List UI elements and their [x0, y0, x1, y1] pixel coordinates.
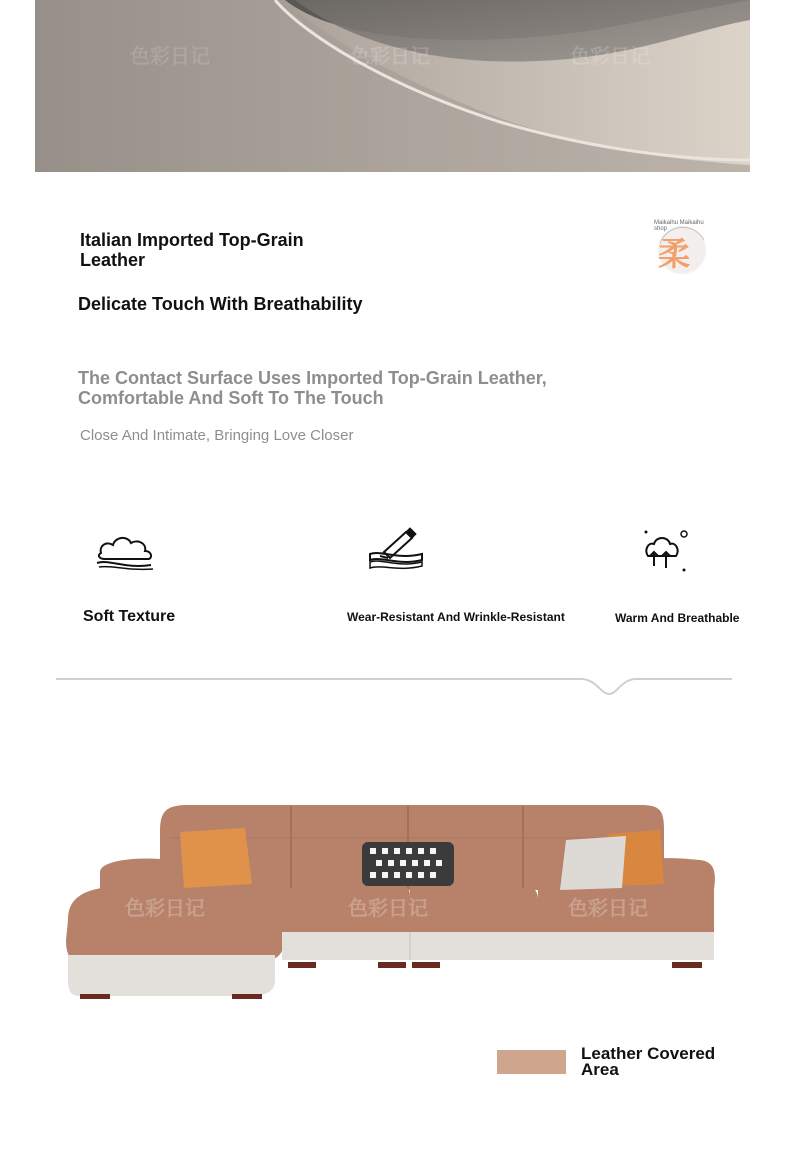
cloud-icon	[95, 531, 157, 571]
feature-label: Soft Texture	[83, 608, 176, 625]
section-tagline: Close And Intimate, Bringing Love Closer	[80, 427, 354, 444]
watermark-text: 色彩日记	[130, 46, 210, 68]
feature-wear-resistant	[340, 520, 570, 630]
leather-closeup-photo	[35, 0, 750, 172]
stamp-ring-text: Maikaihu Maikaihu shop	[654, 220, 704, 232]
section-title: Italian Imported Top-Grain Leather	[80, 230, 304, 270]
watermark-text: 色彩日记	[568, 898, 648, 920]
breathable-icon	[640, 526, 690, 576]
legend-label: Leather Covered Area	[581, 1044, 716, 1079]
leather-closeup-illustration	[35, 0, 750, 172]
sectional-sofa-image	[60, 800, 720, 1005]
brush-fabric-icon	[366, 526, 426, 572]
section-subtitle: Delicate Touch With Breathability	[78, 294, 363, 314]
watermark-text: 色彩日记	[570, 46, 650, 68]
feature-label: Wear-Resistant And Wrinkle-Resistant	[347, 610, 565, 624]
stamp-glyph: 柔	[658, 236, 691, 272]
brand-stamp-logo	[646, 218, 718, 282]
watermark-text: 色彩日记	[350, 46, 430, 68]
section-divider	[56, 672, 732, 702]
watermark-text: 色彩日记	[348, 898, 428, 920]
feature-label: Warm And Breathable	[615, 611, 740, 625]
section-description: The Contact Surface Uses Imported Top-Grain Leather, Comfortable And Soft To The Touch	[78, 368, 547, 408]
leather-area-swatch	[497, 1050, 566, 1074]
feature-breathable	[610, 520, 740, 630]
watermark-text: 色彩日记	[125, 898, 205, 920]
feature-soft-texture	[75, 525, 255, 635]
